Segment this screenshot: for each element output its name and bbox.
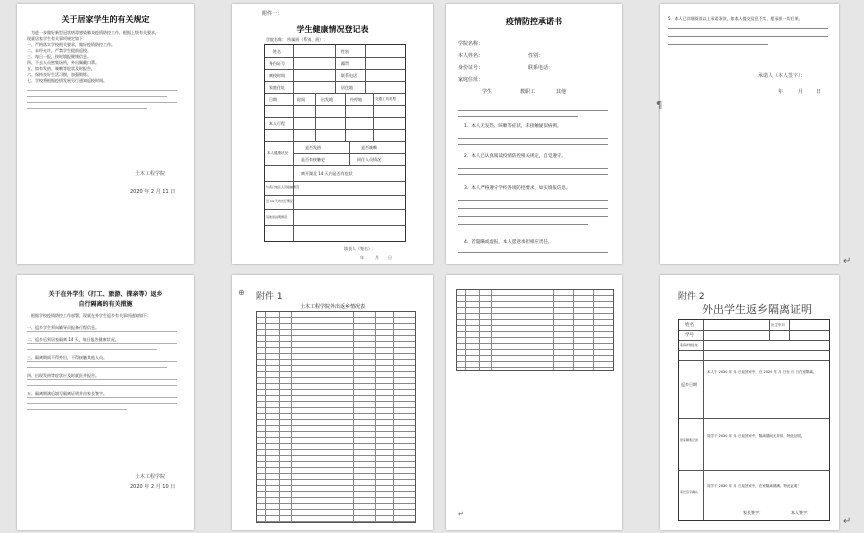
body-line: 五、隔离期满后填写隔离证明并由家长签字。 <box>27 391 107 396</box>
travel-date: 日期 <box>269 97 277 102</box>
field-id: 身份证号 <box>269 61 285 66</box>
text-line <box>27 102 177 103</box>
page-title: 疫情防控承诺书 <box>506 16 562 26</box>
body-line: 现就居家学生有关事项规定如下： <box>27 36 87 41</box>
annex-label: 附件 1 <box>256 292 283 302</box>
document-page-6 <box>232 275 433 530</box>
text-line <box>668 44 768 45</box>
text-line <box>27 367 167 368</box>
field-gender: 性别： <box>528 53 544 59</box>
document-page-7 <box>446 275 622 530</box>
check-other: 其他 <box>556 89 567 95</box>
text-line <box>458 174 608 175</box>
paragraph-mark-icon: ↵ <box>458 510 464 518</box>
pledge-item: 4．若隐瞒或虚报，本人愿意承担相应责任。 <box>464 240 553 245</box>
text-line <box>27 108 147 109</box>
symptom-note: 离开湖北 14 天内是否有症状 <box>301 171 353 176</box>
field-leave-time: 离校时间 <box>269 73 285 78</box>
page-title: 学生健康情况登记表 <box>296 24 369 34</box>
text-line <box>458 224 588 225</box>
health-label: 本人健康状况 <box>267 151 288 155</box>
document-page-4 <box>660 4 839 264</box>
text-line <box>27 409 127 410</box>
field-name: 姓名 <box>273 49 281 54</box>
side-quarantine: 居家隔离记录 <box>680 438 699 442</box>
travel-time: 时间 <box>297 97 305 102</box>
label-birth: 出生年月 <box>771 323 785 327</box>
paragraph-mark-icon: ¶ <box>656 100 663 111</box>
check-cohabit: 同住人员情况 <box>357 157 381 162</box>
body-line: 二、返乡后须居家隔离 14 天，每日报告健康状况。 <box>27 337 119 342</box>
text-line <box>458 138 608 139</box>
annex-label: 附件一： <box>262 11 283 17</box>
self-sign: 本人签字： <box>791 510 811 515</box>
pledge-item: 2．本人已认真阅读疫情防控相关规定，自觉遵守。 <box>464 154 566 159</box>
date-month: 月 <box>375 255 379 260</box>
health-form-table <box>264 44 406 242</box>
quarantine-certificate-table <box>678 319 830 521</box>
body-line: 一、返乡学生须向辅导员报备行程信息。 <box>27 325 99 330</box>
issue-date: 2020 年 2 月 10 日 <box>130 484 176 490</box>
page-title: 关于居家学生的有关规定 <box>61 14 150 24</box>
text-line <box>458 216 608 217</box>
field-phone: 联系电话 <box>341 73 357 78</box>
text-line <box>27 385 177 386</box>
page-title: 关于在外学生（打工、旅游、探亲等）返乡 <box>48 291 163 298</box>
returnee-table-continued <box>456 289 614 371</box>
field-gender: 性别 <box>341 49 349 54</box>
date-day: 日 <box>816 89 822 95</box>
document-page-1 <box>17 4 194 264</box>
paragraph-mark-icon: ↵ <box>843 516 852 527</box>
date-year: 年 <box>778 89 784 95</box>
text-line <box>27 90 177 91</box>
pledge-item: 5．本人已详细阅读以上承诺条款，如本人提交信息不实，愿承担一切后果。 <box>668 16 803 21</box>
issuer-org: 土木工程学院 <box>135 171 166 177</box>
form-footer: 填表人（签名）： <box>344 246 376 251</box>
text-line <box>27 397 177 398</box>
travel-from: 出发地 <box>321 97 333 102</box>
field-college: 学院名称： <box>458 41 484 47</box>
paragraph-mark-icon: ↵ <box>843 256 852 267</box>
travel-side-label: 本人行程 <box>269 121 285 126</box>
check-contact: 是否有接触史 <box>301 157 325 162</box>
body-line: 四、出现发热等症状应及时就医并报告。 <box>27 373 99 378</box>
form-meta: 学院名称： 所属班（系别、班）： <box>266 37 328 42</box>
text-line <box>458 116 578 117</box>
text-line <box>668 36 828 37</box>
text-line <box>27 379 177 380</box>
text-line <box>458 200 608 201</box>
travel-via: 经停地 <box>350 97 362 102</box>
date-year: 年 <box>360 255 364 260</box>
body-line: 三、隔离期间不得外出，不得接触其他人员。 <box>27 355 107 360</box>
date-month: 月 <box>798 89 804 95</box>
side-return-date: 返乡日期 <box>681 382 697 387</box>
text-line <box>27 361 177 362</box>
field-name: 本人姓名： <box>458 53 484 59</box>
travel-vehicle: 交通工具类型 <box>375 97 396 101</box>
extra-3: 其他需说明情况 <box>266 215 288 219</box>
text-line <box>458 252 608 253</box>
text-line <box>27 403 177 404</box>
check-student: 学生 <box>482 89 493 95</box>
completion-statement: 同学于 2020 年 月 日返回家中，在家隔离期满，特此证明！ <box>707 484 801 488</box>
body-line: 一、严格落实学校相关要求，做好疫情防控工作。 <box>27 42 115 47</box>
body-line: 六、保持良好生活习惯，加强锻炼。 <box>27 72 91 77</box>
page-title: 外出学生返乡隔离证明 <box>702 303 812 316</box>
annex-label: 附件 2 <box>678 292 705 302</box>
return-statement: 本人于 2020 年 月 日返回家中，自 2020 年 月 日至 月 日在家隔离。 <box>707 370 817 374</box>
body-line: 为进一步做好新型冠状病毒感染肺炎疫情防控工作，根据上级有关要求， <box>31 30 159 35</box>
body-line: 七、学校将根据疫情发展另行通知返校时间。 <box>27 78 107 83</box>
document-page-8 <box>660 275 839 530</box>
text-line <box>27 96 167 97</box>
issuer-org: 土木工程学院 <box>135 474 166 480</box>
field-native: 籍贯 <box>341 61 349 66</box>
text-line <box>458 110 608 111</box>
date-day: 日 <box>388 255 392 260</box>
page-subtitle: 自行隔离的有关措施 <box>78 301 133 308</box>
body-line: 二、未经允许，严禁学生提前返校。 <box>27 48 91 53</box>
table-title: 土木工程学院外出返乡情况表 <box>299 304 365 310</box>
field-address: 家庭住址： <box>458 77 484 83</box>
text-line <box>458 208 608 209</box>
pledge-item: 3．本人严格遵守学校各项防控要求，如实填报信息。 <box>464 186 571 191</box>
document-page-3 <box>446 4 622 264</box>
text-line <box>668 28 828 29</box>
body-line: 四、不去人员密集场所，外出佩戴口罩。 <box>27 60 99 65</box>
extra-1: 与武汉地区人员接触情况 <box>266 185 300 189</box>
body-line: 五、如有发热、咳嗽等症状及时报告。 <box>27 66 95 71</box>
label-name: 姓名 <box>685 323 694 328</box>
field-phone: 联系电话： <box>528 65 554 71</box>
parent-sign: 家长签字： <box>743 510 763 515</box>
quarantine-statement: 同学于 2020 年 月 日返回家中，隔离期间无异常，特此证明。 <box>707 434 805 438</box>
text-line <box>27 349 157 350</box>
check-cough: 是否咳嗽 <box>361 145 377 150</box>
body-line: 三、每日一报，按时填报健康信息。 <box>27 54 91 59</box>
field-residence: 居住地 <box>341 85 353 90</box>
check-fever: 是否发热 <box>305 145 321 150</box>
text-line <box>458 168 608 169</box>
page-move-handle-icon[interactable]: ⊕ <box>238 288 245 297</box>
document-page-2 <box>232 4 433 264</box>
check-staff: 教职工 <box>520 89 536 95</box>
text-line <box>27 331 177 332</box>
issue-date: 2020 年 2 月 11 日 <box>130 189 176 195</box>
text-line <box>27 343 177 344</box>
field-id: 身份证号： <box>458 65 484 71</box>
pledge-item: 1．本人无发热、咳嗽等症状，未接触疑似病例。 <box>464 124 562 129</box>
side-parent-confirm: 家长签字确认 <box>680 490 699 494</box>
pledger-sign: 承诺人（本人签字）： <box>758 73 806 79</box>
extra-2: 近 14 天内出行情况 <box>266 199 293 203</box>
body-line: 根据学校疫情防控工作部署，现就在外学生返乡有关事项通知如下： <box>31 313 151 318</box>
label-address: 家庭详细住址 <box>680 343 699 347</box>
document-page-5 <box>17 275 194 530</box>
text-line <box>458 144 608 145</box>
field-address: 家庭住址 <box>269 85 285 90</box>
returnee-table <box>256 311 416 523</box>
label-student-id: 学号 <box>685 333 694 338</box>
